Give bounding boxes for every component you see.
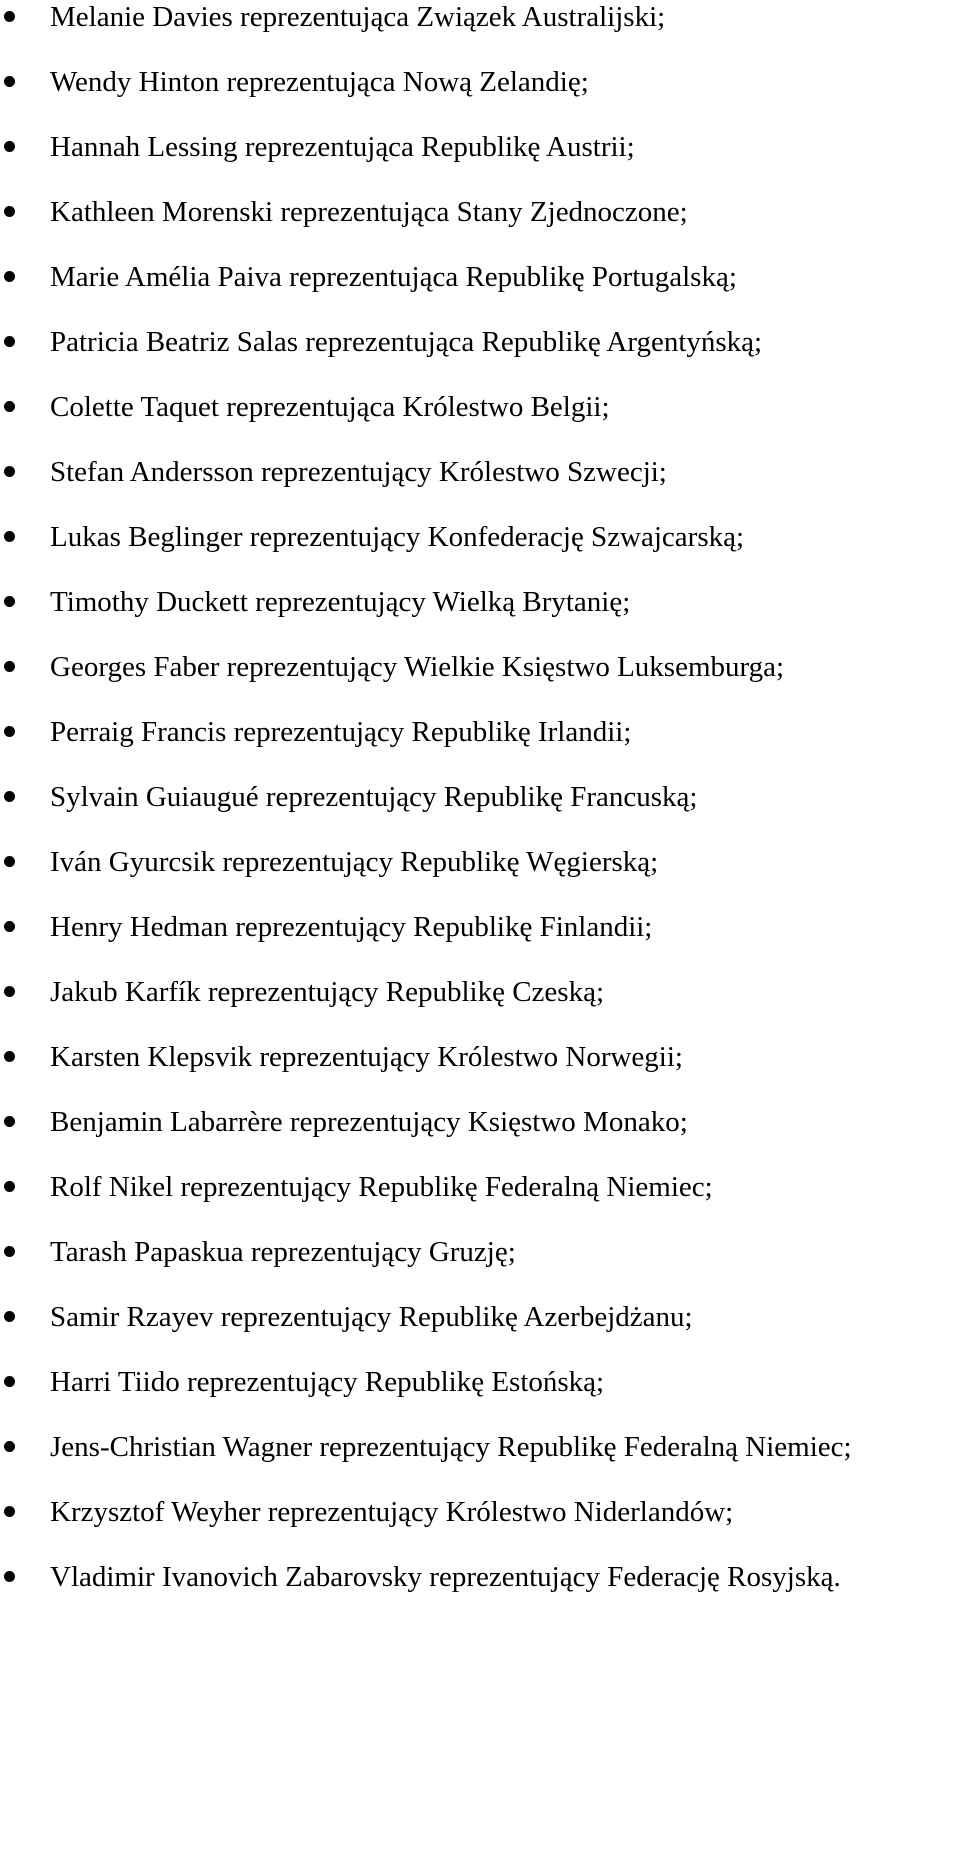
bullet-icon xyxy=(4,661,15,672)
list-item-text: Samir Rzayev reprezentujący Republikę Azerbejdżanu; xyxy=(50,1301,693,1333)
list-item-text: Benjamin Labarrère reprezentujący Księstwo Monako; xyxy=(50,1106,688,1138)
list-item-text: Colette Taquet reprezentująca Królestwo Belgii; xyxy=(50,391,610,423)
bullet-icon xyxy=(4,726,15,737)
list-item-text: Stefan Andersson reprezentujący Królestwo Szwecji; xyxy=(50,456,667,488)
list-item-text: Harri Tiido reprezentujący Republikę Estońską; xyxy=(50,1366,605,1398)
bullet-icon xyxy=(4,1116,15,1127)
bullet-icon xyxy=(4,1051,15,1062)
list-item-text: Krzysztof Weyher reprezentujący Królestwo Niderlandów; xyxy=(50,1496,734,1528)
bullet-icon xyxy=(4,1246,15,1257)
list-item-text: Marie Amélia Paiva reprezentująca Republikę Portugalską; xyxy=(50,261,737,293)
list-item-text: Tarash Papaskua reprezentujący Gruzję; xyxy=(50,1236,516,1268)
list-item xyxy=(0,257,960,297)
list-item-text: Perraig Francis reprezentujący Republikę Irlandii; xyxy=(50,716,632,748)
list-item xyxy=(0,0,960,37)
bullet-icon xyxy=(4,1571,15,1582)
list-item xyxy=(0,127,960,167)
list-item xyxy=(0,517,960,557)
list-item xyxy=(0,192,960,232)
bullet-icon xyxy=(4,531,15,542)
list-item-text: Iván Gyurcsik reprezentujący Republikę Węgierską; xyxy=(50,846,659,878)
list-item xyxy=(0,1102,960,1142)
bullet-icon xyxy=(4,206,15,217)
list-item xyxy=(0,842,960,882)
bullet-icon xyxy=(4,791,15,802)
bullet-icon xyxy=(4,76,15,87)
list-item-text: Melanie Davies reprezentująca Związek Australijski; xyxy=(50,1,666,33)
list-item xyxy=(0,777,960,817)
bullet-icon xyxy=(4,1441,15,1452)
list-item xyxy=(0,1362,960,1402)
bullet-icon xyxy=(4,856,15,867)
list-item xyxy=(0,582,960,622)
list-item xyxy=(0,1232,960,1272)
bullet-icon xyxy=(4,466,15,477)
list-item-text: Wendy Hinton reprezentująca Nową Zelandię; xyxy=(50,66,589,98)
list-item-text: Rolf Nikel reprezentujący Republikę Federalną Niemiec; xyxy=(50,1171,713,1203)
list-item xyxy=(0,907,960,947)
list-item-text: Georges Faber reprezentujący Wielkie Księstwo Luksemburga; xyxy=(50,651,785,683)
list-item-text: Jens-Christian Wagner reprezentujący Republikę Federalną Niemiec; xyxy=(50,1431,852,1463)
list-item xyxy=(0,1167,960,1207)
bullet-icon xyxy=(4,1311,15,1322)
bullet-icon xyxy=(4,921,15,932)
list-item xyxy=(0,1492,960,1532)
list-item xyxy=(0,647,960,687)
list-item xyxy=(0,452,960,492)
bullet-icon xyxy=(4,141,15,152)
list-item xyxy=(0,972,960,1012)
bullet-icon xyxy=(4,271,15,282)
list-item-text: Lukas Beglinger reprezentujący Konfederację Szwajcarską; xyxy=(50,521,745,553)
bullet-icon xyxy=(4,596,15,607)
bullet-icon xyxy=(4,11,15,22)
list-item-text: Kathleen Morenski reprezentująca Stany Zjednoczone; xyxy=(50,196,688,228)
bullet-icon xyxy=(4,986,15,997)
list-item xyxy=(0,1297,960,1337)
list-item xyxy=(0,712,960,752)
list-item xyxy=(0,1427,960,1467)
list-item xyxy=(0,1037,960,1077)
list-item xyxy=(0,1557,960,1597)
bullet-icon xyxy=(4,336,15,347)
bullet-icon xyxy=(4,401,15,412)
list-item-text: Vladimir Ivanovich Zabarovsky reprezentujący Federację Rosyjską. xyxy=(50,1561,841,1593)
list-item-text: Timothy Duckett reprezentujący Wielką Brytanię; xyxy=(50,586,631,618)
list-item-text: Patricia Beatriz Salas reprezentująca Republikę Argentyńską; xyxy=(50,326,763,358)
list-item xyxy=(0,387,960,427)
bullet-icon xyxy=(4,1506,15,1517)
list-item xyxy=(0,322,960,362)
list-item-text: Henry Hedman reprezentujący Republikę Finlandii; xyxy=(50,911,653,943)
bullet-icon xyxy=(4,1376,15,1387)
list-item-text: Jakub Karfík reprezentujący Republikę Czeską; xyxy=(50,976,605,1008)
bullet-icon xyxy=(4,1181,15,1192)
list-item xyxy=(0,62,960,102)
list-item-text: Hannah Lessing reprezentująca Republikę Austrii; xyxy=(50,131,635,163)
list-item-text: Sylvain Guiaugué reprezentujący Republikę Francuską; xyxy=(50,781,698,813)
list-item-text: Karsten Klepsvik reprezentujący Królestwo Norwegii; xyxy=(50,1041,683,1073)
